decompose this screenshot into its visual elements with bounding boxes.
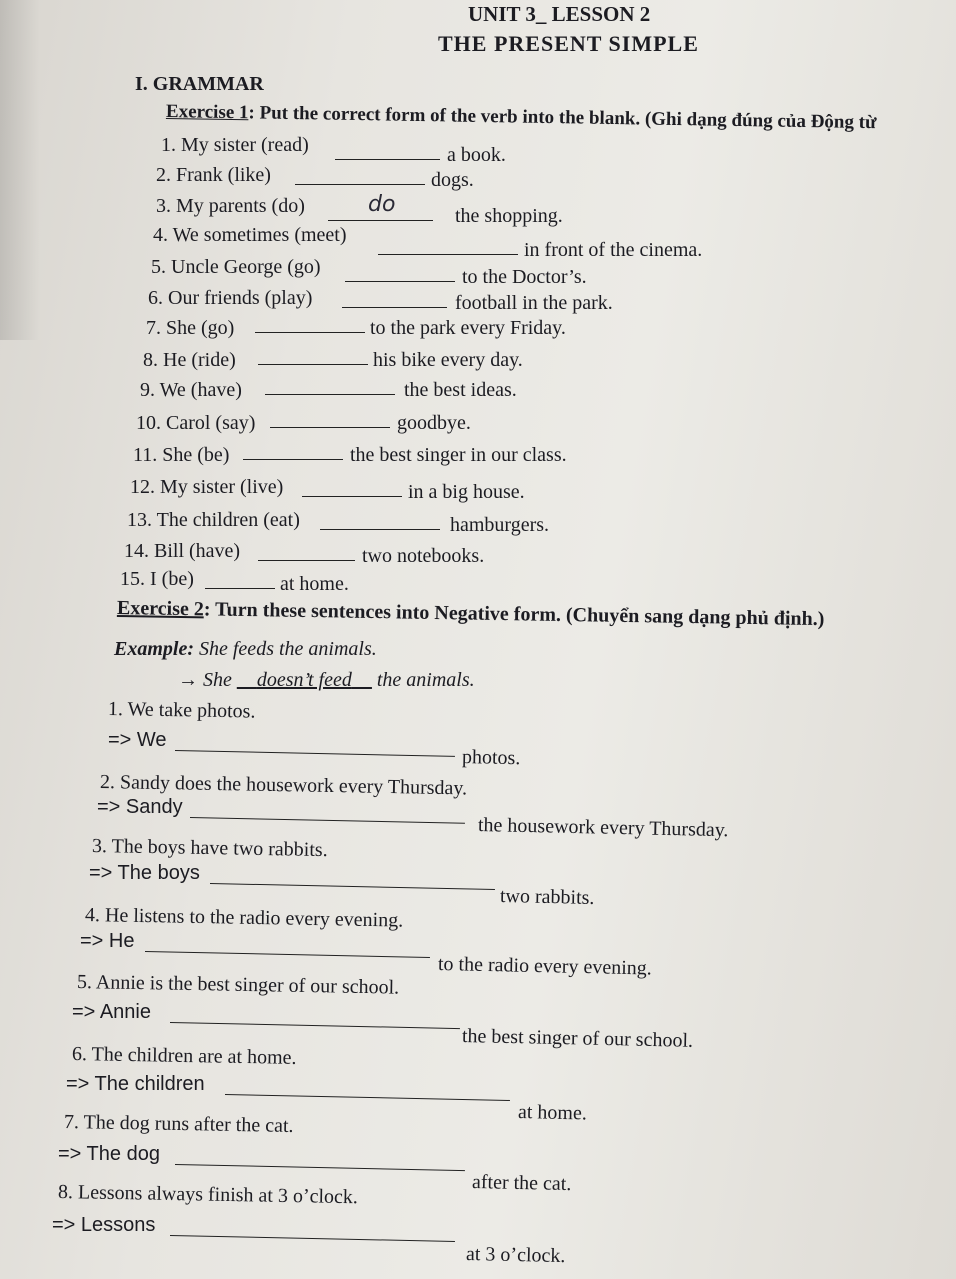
item-rest: dogs. (431, 169, 474, 191)
original-sentence: 5. Annie is the best singer of our school. (76, 971, 400, 999)
item-rest: the best singer in our class. (350, 444, 567, 466)
answer-blank[interactable] (243, 459, 343, 460)
original-sentence: 4. He listens to the radio every evening. (84, 904, 404, 932)
answer-blank[interactable] (258, 560, 355, 561)
answer-blank[interactable] (328, 220, 433, 221)
item-rest: to the park every Friday. (370, 317, 566, 339)
exercise1-text: : Put the correct form of the verb into the blank. (Ghi dạng đúng của Động từ (248, 102, 877, 134)
answer-blank[interactable] (205, 588, 275, 589)
handwritten-answer: do (368, 192, 396, 217)
answer-prompt: => The children (66, 1073, 205, 1095)
item-number-subject: 2. Frank (like) (156, 164, 271, 186)
item-rest: his bike every day. (373, 349, 523, 371)
item-rest: the best ideas. (404, 379, 517, 401)
item-rest: to the Doctor’s. (462, 266, 587, 288)
item-number-subject: 5. Uncle George (go) (151, 256, 321, 278)
answer-blank[interactable] (258, 364, 368, 365)
item-number-subject: 15. I (be) (120, 568, 194, 590)
exercise2-text: : Turn these sentences into Negative form. (Chuyển sang dạng phủ định.) (203, 598, 825, 631)
example-answer-line (178, 668, 475, 692)
sentence-rest: photos. (461, 746, 521, 770)
item-rest: two notebooks. (362, 545, 485, 567)
item-number-subject: 9. We (have) (140, 379, 242, 401)
example-rest: the animals. (376, 669, 475, 691)
item-number-subject: 4. We sometimes (meet) (153, 224, 347, 246)
item-number-subject: 7. She (go) (146, 317, 235, 339)
sentence-rest: the best singer of our school. (461, 1025, 694, 1052)
item-rest: goodbye. (397, 412, 471, 434)
item-rest: in front of the cinema. (524, 239, 703, 261)
sentence-rest: at home. (517, 1101, 588, 1125)
item-rest: at home. (280, 573, 349, 595)
answer-blank[interactable] (302, 496, 402, 497)
item-number-subject: 14. Bill (have) (124, 540, 241, 562)
item-rest: a book. (447, 144, 506, 166)
answer-prompt: => Sandy (97, 796, 183, 818)
original-sentence: 1. We take photos. (107, 698, 256, 723)
unit-title: UNIT 3_ LESSON 2 (468, 2, 651, 26)
arrow-icon: → (178, 669, 198, 691)
example-line (114, 637, 377, 661)
example-answer: __doesn’t feed__ (236, 669, 372, 691)
item-rest: football in the park. (455, 292, 613, 314)
answer-blank[interactable] (335, 159, 440, 160)
item-number-subject: 6. Our friends (play) (148, 287, 313, 309)
original-sentence: 3. The boys have two rabbits. (91, 835, 328, 862)
sentence-rest: after the cat. (471, 1171, 572, 1196)
item-number-subject: 3. My parents (do) (156, 195, 305, 217)
item-rest: hamburgers. (450, 514, 550, 536)
answer-prompt: => The dog (58, 1143, 160, 1165)
answer-blank[interactable] (342, 307, 447, 308)
example-subject: She (203, 669, 232, 691)
exercise1-label: Exercise 1 (165, 101, 249, 124)
answer-prompt: => Lessons (52, 1214, 156, 1236)
answer-blank[interactable] (295, 184, 425, 185)
item-number-subject: 8. He (ride) (143, 349, 236, 371)
example-sentence: She feeds the animals. (199, 638, 377, 660)
item-number-subject: 11. She (be) (133, 444, 230, 466)
answer-blank[interactable] (345, 281, 455, 282)
original-sentence: 7. The dog runs after the cat. (63, 1111, 294, 1138)
sentence-rest: to the radio every evening. (437, 953, 652, 980)
answer-prompt: => We (108, 729, 167, 751)
page-shadow (0, 0, 40, 340)
original-sentence: 6. The children are at home. (71, 1043, 297, 1069)
original-sentence: 8. Lessons always finish at 3 o’clock. (57, 1181, 359, 1209)
answer-blank[interactable] (265, 394, 395, 395)
sentence-rest: at 3 o’clock. (465, 1243, 566, 1268)
exercise2-label: Exercise 2 (116, 597, 204, 621)
item-rest: the shopping. (455, 205, 563, 227)
item-number-subject: 12. My sister (live) (130, 476, 284, 498)
answer-blank[interactable] (320, 529, 440, 530)
item-number-subject: 13. The children (eat) (127, 509, 300, 531)
answer-prompt: => Annie (72, 1001, 151, 1023)
sentence-rest: the housework every Thursday. (477, 814, 729, 842)
lesson-topic: THE PRESENT SIMPLE (438, 31, 699, 56)
answer-prompt: => He (80, 930, 135, 952)
answer-prompt: => The boys (89, 862, 200, 884)
answer-blank[interactable] (255, 332, 365, 333)
item-number-subject: 1. My sister (read) (161, 134, 309, 156)
answer-blank[interactable] (270, 427, 390, 428)
sentence-rest: two rabbits. (499, 885, 595, 909)
answer-blank[interactable] (378, 254, 518, 255)
item-rest: in a big house. (408, 481, 525, 503)
section-heading: I. GRAMMAR (135, 73, 264, 95)
example-label: Example: (114, 638, 194, 660)
item-number-subject: 10. Carol (say) (136, 412, 256, 434)
original-sentence: 2. Sandy does the housework every Thursday. (99, 771, 468, 800)
